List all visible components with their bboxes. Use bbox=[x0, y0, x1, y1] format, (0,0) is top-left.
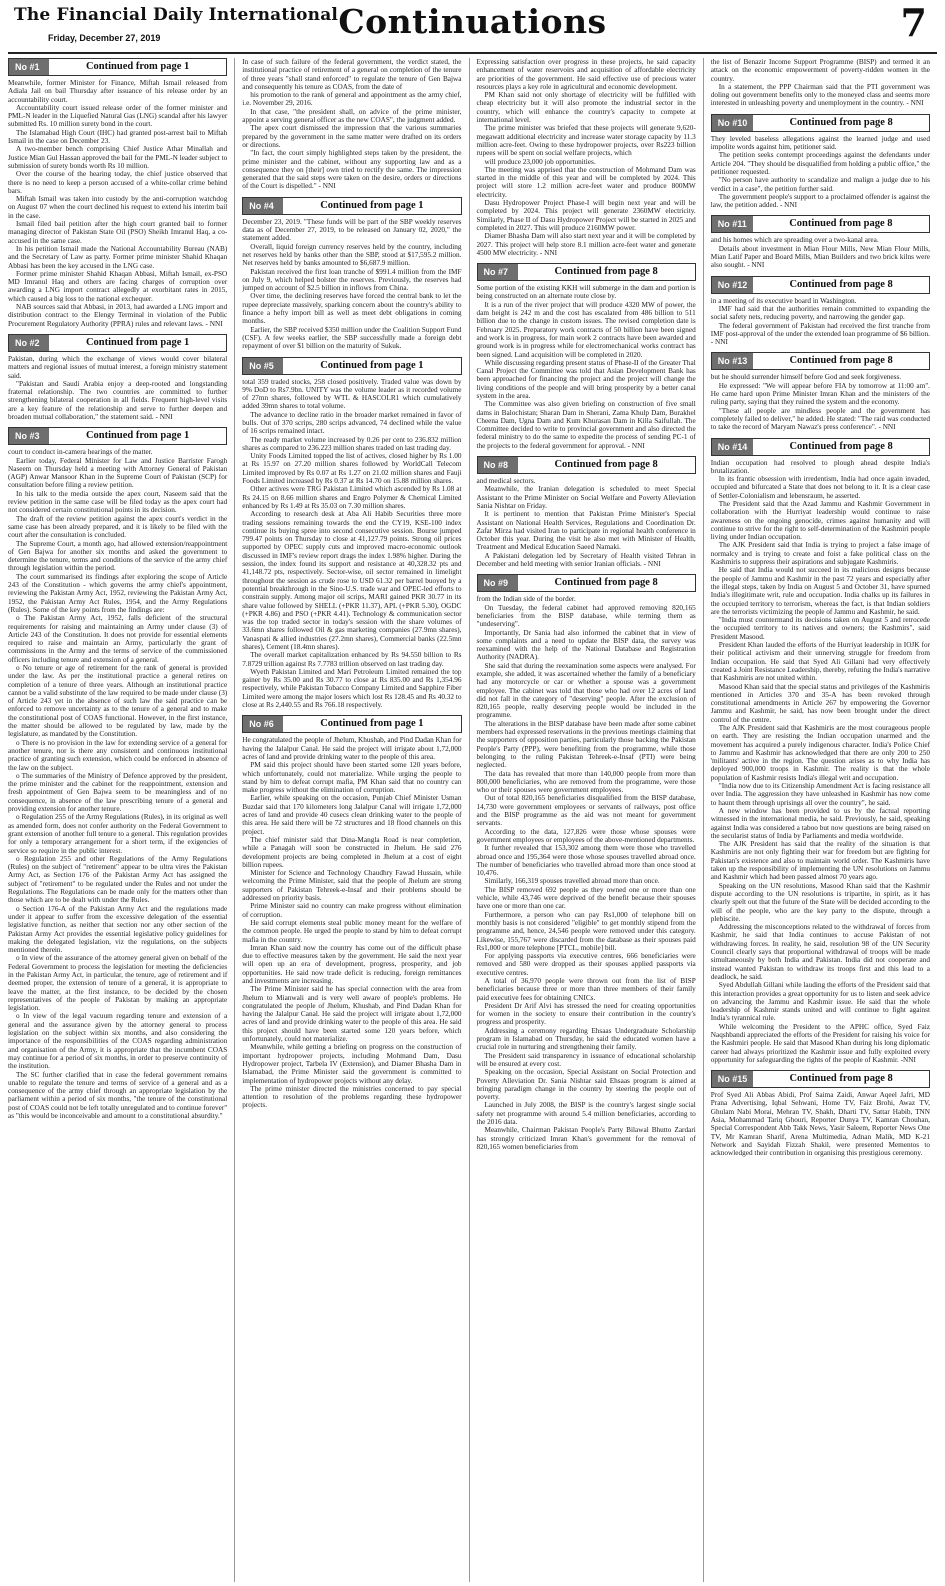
paragraph: Dasu Hydropower Project Phase-I will begin next year and will be completed by 2024. This project will generate 2360MW electricity. Similarly, Phase II of Dasu Hydropower Project will be started in 2025 and completed in 2027. This will produce 2160MW power. bbox=[476, 199, 696, 232]
paragraph: Earlier, the SBP received $350 million under the Coalition Support Fund (CSF). A few weeks earlier, the SBP successfully made a foreign debt repayment of over $1 billion on the maturity of Sukuk. bbox=[242, 325, 462, 351]
paragraph: Diamer Bhasha Dam will also start next year and it will be completed by 2027. This project will help store 8.1 million acre-feet water and generate 4500 MW electricity. - NNI bbox=[476, 232, 696, 257]
paragraph: o Section 176-A of the Pakistan Army Act and the regulations made under it appear to suffer from the excessive delegation of the essential legislative function, as neither that section nor any other section of the Pakistan Army Act provides the essential legislative policy guidelines for making the delegated legislation, viz the regulations, on the subjects mentioned therein. bbox=[8, 904, 228, 955]
story bbox=[477, 58, 696, 257]
continued-label: Continued from page 8 bbox=[554, 459, 658, 471]
paragraph: While discussing regarding present status of Phase-II of the Greater Thal Canal Project the Committee was told that Asian Development Bank has been approached for financing the project and the project will change the living conditions of the people and will bring prosperity by a better canal system in the area. bbox=[476, 358, 696, 400]
paragraph: Overall, liquid foreign currency reserves held by the country, including net reserves held by banks other than the SBP, stood at $17,595.2 million. Net reserves held by banks amounted to $6,687.9 million. bbox=[242, 242, 462, 268]
paragraph: Minister for Science and Technology Chaudhry Fawad Hussain, while welcoming the Prime Minister, said that the people of Jhelum are strong supporters of Pakistan Tehreek-e-Insaf and their problems should be addressed on priority basis. bbox=[242, 869, 462, 903]
story bbox=[242, 715, 461, 1109]
paragraph: The Prime Minister said he has special connection with the area from Jhelum to Mianwali and is very well aware of people's problems. He congratulated the people of Jhelum, Khushab, and Pind Dadan Khan for having the Jalalpur Canal. He said the project will irrigate about 1,72,000 acres of land and provide drinking water to the people of this area. He said this project should have been started some 120 years before, which unfortunately, could not materialize. bbox=[242, 985, 462, 1044]
paragraph: o The Pakistan Army Act, 1952, falls deficient of the structural requirements for raising and maintaining an Army under clause (3) of Article 243 of the Constitution. It does not provide for essential elements required to raise and maintain an Army, particularly the grant of commissions in the Army and the terms of service of the commissioned officers including tenure and extension of a general. bbox=[8, 614, 228, 664]
paragraph: The alterations in the BISP database have been made after some cabinet members had expressed reservations in the previous meetings claiming that the supporters of opposition parties, particularly those backing the Pakistan People's Party (PPP), were benefiting from the programme, while those belonging to the ruling Pakistan Tehreek-e-Insaf (PTI) were being neglected. bbox=[476, 719, 696, 770]
paragraph: They leveled baseless allegations against the learned judge and used impolite words against him, petitioner said. bbox=[710, 134, 930, 152]
paragraph: The President said that the Azad Jammu and Kashmir Government in collaboration with the Hurriyat leadership would continue to raise awareness on the ongoing genocide, crimes against humanity and will continue to strive for the right to self-determination of the Kashmiri people living under Indian occupation. bbox=[710, 499, 930, 542]
story-number: No #4 bbox=[243, 198, 283, 214]
paragraph: Other actives were TRG Pakistan Limited which ascended by Rs 1.08 at Rs 24.15 on 8.66 million shares and Engro Polymer & Chemical Limited enhanced by Rs 1.49 at Rs 35.03 on 7.30 million shares. bbox=[242, 485, 462, 510]
paragraph: Masood Khan said that the special status and privileges of the Kashmiris mentioned in Articles 370 and 35-A has been revoked through constitutional amendments in Article 267 by empowering the Governor Jammu and Kashmir, he said, has now been brought under the direct control of the centre. bbox=[710, 682, 930, 724]
continued-label: Continued from page 8 bbox=[554, 577, 658, 589]
paragraph: The Supreme Court, a month ago, had allowed extension/reappointment of Gen Bajwa for another six months and asked the government to determine the tenure, terms and conditions of the service of the army chief through legislation within the period. bbox=[8, 539, 228, 573]
paragraph: The court summarised its findings after exploring the scope of Article 243 of the Constitution - which governs the army chief's appointment, reviewing the Pakistan Army Act, 1952, reviewing the Pakistan Army Act, 1952, the Pakistan Army Act Rules, 1954, and the Army Regulations (Rules). Some of the key points from the findings are: bbox=[8, 572, 228, 614]
paragraph: The federal government of Pakistan had received the first tranche from IMF post-approval of the under the extended loan programme of $6 billion. - NNI bbox=[710, 321, 930, 347]
paragraph: PM Khan said not only shortage of electricity will be fulfilled with cheap electricity but it will also promote the industrial sector in the country, which will enhance the country's capacity to compete at international level. bbox=[476, 91, 696, 125]
paragraph: For applying passports via executive centres, 666 beneficiaries were removed and 580 were dropped as their spouses applied passports via executive centres. bbox=[476, 952, 696, 977]
continued-label: Continued from page 8 bbox=[789, 440, 893, 452]
continued-label: Continued from page 1 bbox=[320, 718, 424, 730]
story-number: No #10 bbox=[712, 115, 754, 131]
paragraph: but he should surrender himself before God and seek forgiveness. bbox=[710, 373, 902, 382]
paragraph: The Islamabad High Court (IHC) had granted post-arrest bail to Miftah Ismail in the case on December 23. bbox=[8, 128, 228, 146]
story bbox=[8, 58, 227, 328]
story-number: No #6 bbox=[243, 716, 283, 732]
paragraph: o There is no provision in the law for extending service of a general for another tenure, nor is there any consistent and continuous institutional practice of granting such extension, which could be enforced in absence of the law on the subject. bbox=[8, 738, 228, 772]
paragraph: In a statement, the PPP Chairman said that the PTI government was doling out government benefits only to the moneyed class and seems more interested in unleashing poverty and unemployment in the country. - NNI bbox=[710, 82, 930, 108]
paragraph: In his talk to the media outside the apex court, Naseem said that the review petition in the same case will be filed today as the apex court had not considered certain constitutional points in its decision. bbox=[8, 489, 228, 515]
paragraph: In that case, "the president shall, on advice of the prime minister, appoint a serving general officer as the new COAS", the judgment added. bbox=[242, 107, 462, 125]
story-number: No #2 bbox=[9, 335, 49, 351]
story-header bbox=[711, 438, 930, 456]
paragraph: Earlier, while speaking on the occasion, Punjab Chief Minister Usman Buzdar said that 170 kilometers long Jalalpur Canal will irrigate 1,72,000 acres of land and provide 40 cusecs clean drinking water to the people of this area. He said there will be 72 structures and 18 flood channels on this project. bbox=[242, 794, 462, 836]
story-number: No #3 bbox=[9, 428, 49, 444]
paragraph: Prime Minister said no country can make progress without elimination of corruption. bbox=[242, 902, 462, 919]
paragraph: Meanwhile, Chairman Pakistan People's Party Bilawal Bhutto Zardari has strongly criticized Imran Khan's government for the removal of 820,165 women beneficiaries from bbox=[476, 1126, 696, 1151]
paragraph: She said that during the reexamination some aspects were analysed. For example, she added, it was ascertained whether the family of a beneficiary had any motorcycle or car or whether a spouse was a government employee. The cabinet was told that those who had over 12 acres of land did not fall in the category of "deserving" people. After the exclusion of 820,165 people, really deserving people would be included in the programme. bbox=[476, 661, 696, 720]
continued-label: Continued from page 8 bbox=[789, 355, 893, 367]
story-header bbox=[8, 334, 227, 352]
paragraph: It is a run of the river project that will produce 4320 MW of power, the dam height is 242 m and the cost has escalated from 486 billion to 511 billion due to the change in custom issues. The revised completion date is February 2025. Preparatory work contracts of 50 billion have been signed and work is in progress, for main work 2 contracts have been awarded and ground work is in progress while for electromechanical works contract has been signed. Land acquisition will be completed in 2020. bbox=[476, 300, 696, 359]
story-number: No #11 bbox=[712, 216, 753, 232]
story bbox=[242, 197, 461, 351]
paragraph: "In fact, the court simply highlighted steps taken by the president, the prime minister and the cabinet, without any supporting law and as a consequence they on [their] own tried to rectify the same. The impression generated that the said steps were taken on the desire, orders or directions of the Court is dispelled." - NNI bbox=[242, 149, 462, 191]
paragraph: Speaking on the occasion, Special Assistant on Social Protection and Poverty Alleviation Dr. Sania Nishtar said Ehsaas program is aimed at bringing paradigm change in the country by steering the people out of poverty. bbox=[476, 1068, 696, 1102]
story-header bbox=[477, 456, 696, 474]
paragraph: court to conduct in-camera hearings of the matter. bbox=[8, 448, 153, 457]
story bbox=[242, 58, 461, 191]
paragraph: The government people's support to a proclaimed offender is against the law, the petition added. - NNI bbox=[710, 192, 930, 210]
paragraph: Expressing satisfaction over progress in these projects, he said capacity enhancement of water reservoirs and acquisition of affordable electricity are priorities of the government. He said effective use of precious water resources plays a key role in agricultural and economic development. bbox=[476, 58, 696, 91]
story-number: No #15 bbox=[712, 1071, 754, 1087]
paragraph: Importantly, Dr Sania had also informed the cabinet that in view of some complaints and a need to update the BISP data, the survey was reexamined with the help of the National Database and Registration Authority (NADRA). bbox=[476, 628, 696, 662]
paragraph: "India now due to its Citizenship Amendment Act is facing resistance all over India. The aggression they have unleashed in Kashmir has now come to haunt them through uprisings all over the country", he said. bbox=[710, 782, 930, 807]
paragraph: Furthermore, a person who can pay Rs1,000 of telephone bill on monthly basis is not considered "eligible" to get monthly stipend from the programme and, hence, 24,546 people were removed under this category. Likewise, 155,767 were discarded from the database as their spouses paid Rs1,000 or more telephone [PTCL, mobile] bill. bbox=[476, 910, 696, 952]
story-number: No #12 bbox=[712, 277, 754, 293]
story-header bbox=[8, 427, 227, 445]
paragraph: Speaking on the UN resolutions, Masood Khan said that the Kashmir dispute according to the UN resolutions is tripartite, in spirit, as it has clearly spelt out that the future of the State will be decided according to the will of the people, who are the key party to the dispute, through a plebiscite. bbox=[710, 881, 930, 923]
continued-label: Continued from page 1 bbox=[320, 359, 424, 371]
story-number: No #1 bbox=[9, 59, 49, 75]
continued-label: Continued from page 1 bbox=[320, 199, 424, 211]
paragraph: Some portion of the existing KKH will submerge in the dam and portion is being constructed on an alternate route close by. bbox=[476, 284, 696, 301]
column-4 bbox=[704, 58, 937, 1582]
paragraph: The meeting was apprised that the construction of Mohmand Dam was started in the middle of this year and will be completed by 2024. This project will store 1.2 million acre-feet water and produce 800MW electricity. bbox=[476, 165, 696, 199]
paragraph: December 23, 2019. "These funds will be part of the SBP weekly reserves data as of December 27, 2019, to be released on January 02, 2020," the statement added. bbox=[242, 217, 462, 243]
continued-label: Continued from page 1 bbox=[85, 61, 190, 72]
continued-label: Continued from page 8 bbox=[789, 278, 893, 290]
paragraph: "These all people are mindless people and the government has completely failed to deliver," he added. He stated: "The raid was conducted to take the record of Maryam Nawaz's press conference". - NNI bbox=[710, 406, 930, 432]
paragraph: The draft of the review petition against the apex court's verdict in the same case has been already prepared, and it is likely to be filed with the court after the consultation is concluded. bbox=[8, 514, 228, 540]
story bbox=[242, 357, 461, 710]
story bbox=[711, 276, 930, 347]
paragraph: According to research desk at Aba Ali Habib Securities three more trading sessions remaining towards the end the CY19, KSE-100 index continue its buying spree into second consecutive session. Bourse jumped 799.47 points on Thursday to close at 41,127.79 points. Strong oil prices supported by OPEC supply cuts and improved macro-economic outlook discussed in IMF's review report drags the index 1.98% higher. During the session, the index found its support and resistance at 40,328.32 pts and 41,148.72 pts, respectively. Sector-wise, oil sector remained in limelight throughout the session as crude rose to USD 61.32 per barrel buoyed by a potential breakthrough in the Sino-U.S. trade war and OPEC-led efforts to constrain supply. Among major oil scrips, MARI gained PKR 30.77 in its share value followed by SHELL (+PKR 11.37), APL (+PKR 5.30), OGDC (+PKR 4.86) and PSO (+PKR 4.41). Technology & communication sector was the top traded sector in today's session with the share volumes of 33.6mn shares followed Oil & gas marketing companies (27.9mn shares), Vanaspati & allied industries (27.2mn shares), Commercial banks (22.5mn shares), Cement (18.4mn shares). bbox=[242, 510, 462, 651]
paragraph: IMF had said that the authorities remain committed to expanding the social safety nets, reducing poverty, and narrowing the gender gap. bbox=[710, 304, 930, 322]
paragraph: The advance to decline ratio in the broader market remained in favor of bulls. Out of 370 scrips, 280 scrips advanced, 74 declined while the value of 16 scrips remained intact. bbox=[242, 410, 462, 436]
paragraph: Syed Abdullah Gillani while lauding the efforts of the President said that this interaction provides a great opportunity for us to listen and seek advice on advancing the Jammu and Kashmir issue. He said that the whole leadership of Kashmir stands united and will continue to fight against India's tyrannical rule. bbox=[710, 981, 930, 1023]
story bbox=[8, 334, 227, 421]
paragraph: In its frantic obsession with irredentism, India had once again invaded, occupied and bifurcated a State that does not belong to it. It is a clear case of Settler-Colonialism and lebensraum, he asserted. bbox=[710, 475, 930, 500]
story-header bbox=[711, 114, 930, 132]
paragraph: total 359 traded stocks, 258 closed positively. Traded value was down by 9% DoD to Rs7.9bn. UNITY was the volume leader as it recorded volume of 27mn shares, followed by WTL & HASCOLR1 which cumulatively added 39mn shares to total volume. bbox=[242, 377, 462, 411]
story bbox=[711, 215, 930, 269]
story-header bbox=[8, 58, 227, 76]
paragraph: and medical sectors. bbox=[476, 477, 536, 486]
paragraph: He said corrupt elements steal public money meant for the welfare of the common people. He urged the people to stand by him to defeat corrupt mafia in the country. bbox=[242, 918, 462, 944]
continued-label: Continued from page 1 bbox=[85, 336, 190, 348]
paragraph: Indian occupation had resolved to plough ahead despite India's brutalization. bbox=[710, 458, 930, 475]
paragraph: President Khan lauded the efforts of the Hurriyat leadership in IOJK for their political activism and their unnerving struggle for freedom from Indian occupation. He said that Syed Ali Gillani had very effectively created a Joint Resistance Leadership, thereby, refuting the India's narrative that Kashmiris are not united within. bbox=[710, 641, 931, 683]
paragraph: Prof Syed Ali Abbas Abidi, Prof Saima Zaidi, Anwar Aqeel Jafri, MD Prana Advertising, Iqbal Sehwani, Home TV, Faiz Brohi, Awaz TV, Ghulam Nabi Morai, Mehran TV, Shakh, Dharti TV, Sattar Habib, TNN Asia, Mohammad Tariq Ghouri, Reporter Dunya TV, Kamran Chouhan, Special Correspondent Abb Takk News, Yasir Saleem, Reporter News One TV, Mr Kamran Sharif, Arena Multimedia, Adnan Malik, MD K-21 Network and Sayidah Fizzah Shakil, were presented Mementos to acknowledged their contribution in organising this prestigious ceremony. bbox=[710, 1091, 930, 1158]
paragraph: Unity Foods Limited topped the list of actives, closed higher by Rs 1.00 at Rs 15.97 on 27.20 million shares followed by WorldCall Telecom Limited improved by Rs 0.07 at Rs 1.27 on 21.02 million shares and Fauji Foods Limited increased by Rs 0.37 at Rs 14.70 on 15.88 million shares. bbox=[242, 452, 462, 486]
issue-date: Friday, December 27, 2019 bbox=[48, 33, 161, 43]
story-number: No #9 bbox=[478, 575, 518, 591]
paragraph: Ismail filed bail petition after the high court granted bail to former managing director of Pakistan State Oil (PSO) Sheikh Imranul Haq, a co-accused in the same case. bbox=[8, 220, 228, 245]
story bbox=[477, 263, 696, 450]
paragraph: The prime minister directed the ministries concerned to pay special attention to resolution of the problems regarding these hydropower projects. bbox=[242, 1084, 462, 1110]
paragraph: Launched in July 2008, the BISP is the country's largest single social safety net programme with around 5.4 million beneficiaries, according to the 2016 data. bbox=[476, 1101, 696, 1127]
paragraph: Meanwhile, the Iranian delegation is scheduled to meet Special Assistant to the Prime Minister on Social Welfare and Poverty Alleviation Sania Nishtar on Friday. bbox=[476, 485, 696, 510]
paragraph: Meanwhile, while getting a briefing on progress on the construction of important hydropower projects, including Mohmand Dam, Dasu Hydropower project, Tarbela IV (Extension), and Diamer Bhasha Dam in Islamabad, the Prime Minister said the government is committed to implementation of hydropower projects without any delay. bbox=[242, 1043, 462, 1085]
story-header bbox=[242, 197, 461, 215]
paragraph: Out of total 820,165 beneficiaries disqualified from the BISP database, 14,730 were government employees or servants of railways, post office and the BISP programme as the aid was not meant for government servants. bbox=[476, 794, 696, 828]
continued-label: Continued from page 8 bbox=[789, 1073, 893, 1085]
paragraph: will produce 23,000 job opportunities. bbox=[484, 157, 596, 166]
paragraph: the list of Benazir Income Support Programme (BISP) and termed it an attack on the economic empowerment of poverty-ridden women in the country. bbox=[710, 58, 930, 83]
paragraph: A Pakistani delegation led by Secretary of Health visited Tehran in December and held meeting with senior Iranian officials. - NNI bbox=[476, 551, 696, 569]
story-header bbox=[242, 357, 461, 375]
paragraph: The Committee was also given briefing on construction of five small dams in Balochistan; Sharan Dam in Sherani, Zama Khulp Dam, Burakhel Cheena Dam, Ugna Dam and Kum Khurasan Dam in Killa Saifullah. The Committee decided to write to provincial government and also directed the federal ministry to do the same to expedite the process of sending PC-1 of the projects to the federal government for approval. - NNI bbox=[476, 400, 696, 450]
paragraph: Details about investment in Mian Flour Mills, New Mian Flour Mills, Mian Latif Paper and Board Mills, Mian Builders and two brick kilns were also sought. - NNI bbox=[710, 244, 930, 270]
page-number: 7 bbox=[900, 0, 927, 45]
paragraph: The SC further clarified that in case the federal government remains unable to regulate the tenure and terms of service of a general and as a consequence of the army chief through an appropriate legislation by the parliament within a period of six months, "the tenure of the constitutional post of COAS could not be left totally unregulated and to continue forever" as "this would be inconceivable and amount to a constitutional absurdity." bbox=[8, 1070, 228, 1121]
paragraph: The ready market volume increased by 0.26 per cent to 236.832 million shares as compared to 236.223 million shares traded on last trading day. bbox=[242, 435, 462, 452]
paragraph: Pakistan, during which the exchange of views would cover bilateral matters and regional issues of mutual interest, a foreign ministry statement said. bbox=[8, 354, 228, 380]
story-header bbox=[242, 715, 461, 733]
paragraph: The AJK President said that India is trying to project a false image of normalcy and is trying to create and foist a fake political class on the Kashmiris to suppress their aspirations and subjugate Kashmiris. bbox=[710, 541, 930, 567]
paragraph: Similarly, 166,319 spouses travelled abroad more than once. bbox=[484, 877, 660, 886]
paragraph: o In view of the legal vacuum regarding tenure and extension of a general and the assurance given by the attorney general to process legislation on the subject within six months, and also considering the importance of the responsibilities of the COAS regarding administration and organisation of the Army, it is appropriate that the incumbent COAS may continue for a period of six months, in order to preserve continuity of the institution. bbox=[8, 1012, 228, 1071]
section-title: Continuations bbox=[338, 2, 607, 41]
paragraph: It further revealed that 153,302 among them were those who travelled abroad once and 195,364 were those whose spouses travelled abroad once. The number of beneficiaries who travelled abroad more than once stood at 10,476. bbox=[476, 844, 696, 878]
story bbox=[8, 427, 227, 1120]
story-header bbox=[711, 1070, 930, 1088]
paragraph: In his petition Ismail made the National Accountability Bureau (NAB) and the Secretary of Law as party. Former prime minister Shahid Khaqan Abbasi has been the key accused in the LNG case. bbox=[8, 244, 228, 270]
paragraph: The President said transparency in issuance of educational scholarship will be ensured at every cost. bbox=[476, 1051, 696, 1068]
paragraph: He congratulated the people of Jhelum, Khushab, and Pind Dadan Khan for having the Jalalpur Canal. He said the project will irrigate about 1,72,000 acres of land and provide drinking water to the people of this area. bbox=[242, 736, 462, 761]
paragraph: According to the data, 127,826 were those whose spouses were government employees or employees of the above-mentioned departments. bbox=[476, 827, 696, 844]
paragraph: On Tuesday, the federal cabinet had approved removing 820,165 beneficiaries from the BISP database, while terming them as "undeserving". bbox=[476, 603, 696, 629]
paragraph: in a meeting of its executive board in Washington. bbox=[710, 296, 857, 305]
paragraph: "India must countermand its decisions taken on August 5 and retrocede the occupied territory to its natives and owners; the Kashmirs", said President Masood. bbox=[710, 616, 930, 641]
paragraph: Miftah Ismail was taken into custody by the anti-corruption watchdog on August 07 when the court declined his request to extend his interim bail in the case. bbox=[8, 195, 228, 220]
paragraph: The chief minister said that Dina-Mangla Road is near completion, while a Panagah will soon be constructed in Jhelum. He said 276 development projects are being completed in Jhelum at a cost of eight billion rupees. bbox=[242, 835, 462, 869]
paragraph: It is pertinent to mention that Pakistan Prime Minister's Special Assistant on National Health Services, Regulations and Coordination Dr. Zafar Mirza had visited Iran to participate in regional health conference in October this year. During the visit he also met with Minister of Health, Treatment and Medical Education Saeed Namaki. bbox=[476, 510, 696, 552]
continued-label: Continued from page 8 bbox=[789, 218, 893, 230]
paragraph: The overall market capitalization enhanced by Rs 94.550 billion to Rs 7.8729 trillion against Rs 7.7783 trillion observed on last trading day. bbox=[242, 651, 462, 668]
paragraph: Meanwhile, former Minister for Finance, Miftah Ismail released from Adiala Jail on bail Thursday after issuance of his release order by an accountability court. bbox=[8, 79, 228, 104]
story-header bbox=[711, 352, 930, 370]
paragraph: his promotion to the rank of general and appointment as the army chief, i.e. November 29, 2016. bbox=[242, 91, 462, 108]
continued-label: Continued from page 8 bbox=[554, 266, 658, 278]
column-2 bbox=[235, 58, 469, 1582]
paragraph: and his homes which are spreading over a two-kanal area. bbox=[710, 236, 879, 245]
story-header bbox=[477, 263, 696, 281]
paragraph: o Regulation 255 and other Regulations of the Army Regulations (Rules) on the subject of "retirement" appear to be ultra vires the Pakistan Army Act, as Section 176 of the Pakistan Army Act has assigned the subject of "retirement" to be regulated under the Rules and not under the Regulations. The Regulations can be made only for the matters other than those which are to be dealt with under the Rules. bbox=[8, 854, 228, 905]
paragraph: The apex court dismissed the impression that the various summaries prepared by the government in the same matter were drafted on its orders or directions. bbox=[242, 124, 462, 149]
paragraph: Imran Khan said now the country has come out of the difficult phase due to effective measures taken by the government. He said the next year will open up an era of development, progress, prosperity, and job opportunities. He said now trade deficit is reducing, foreign remittances and investments are increasing. bbox=[242, 943, 462, 985]
paragraph: Pakistan received the first loan tranche of $991.4 million from the IMF on July 9, which helped bolster the reserves. Previously, the reserves had jumped on account of $2.5 billion in inflows from China. bbox=[242, 267, 462, 293]
story-number: No #8 bbox=[478, 457, 518, 473]
paragraph: o The summaries of the Ministry of Defence approved by the president, the prime minister and the cabinet for the reappointment, extension and fresh appointment of Gen Bajwa seem to be meaningless and of no consequence, in absence of the law prescribing tenure of a general and providing extension for another tenure. bbox=[8, 771, 228, 814]
story bbox=[711, 114, 930, 210]
article-columns bbox=[8, 58, 937, 1582]
column-1 bbox=[8, 58, 235, 1582]
paragraph: The data has revealed that more than 140,000 people from more than 800,000 beneficiaries, who are removed from the programme, were those who or their spouses were government employees. bbox=[476, 769, 696, 795]
paragraph: Addressing a ceremony regarding Ehsaas Undergraduate Scholarship program in Islamabad on Thursday, he said the educated women have a crucial role in nurturing and strengthening their family. bbox=[476, 1026, 696, 1052]
story-header bbox=[711, 276, 930, 294]
paragraph: President Dr Arif Alvi has stressed the need for creating opportunities for women in the society to ensure their contribution in the country's progress and prosperity. bbox=[476, 1001, 696, 1027]
paragraph: o Regulation 255 of the Army Regulations (Rules), in its original as well as amended form, does not confer authority on the Federal Government to grant extension of another full tenure to a general. This regulation provides for only a temporary arrangement for a short term, if the exigencies of service so require in the public interest. bbox=[8, 813, 228, 855]
paragraph: o In view of the assurance of the attorney general given on behalf of the Federal Government to process the legislation for meeting the deficiencies in the Pakistan Army Act, in particular, the tenure, age of retirement and if deemed proper, the extension of tenure of a general, it is appropriate to leave the matter, at the first instance, to be decided by the chosen representatives of the people of Pakistan by making an appropriate legislation. bbox=[8, 954, 228, 1013]
paragraph: While welcoming the President to the APHC office, Syed Faiz Naqshbandi appreciated the efforts of the President for raising his voice for the Kashmiri people. He said that Masood Khan during his long diplomatic career had always prioritized the Kashmir issue and fully exploited every opportunity for safeguarding the rights of the people of Kashmir. -NNI bbox=[710, 1022, 930, 1064]
story bbox=[711, 438, 930, 1065]
paragraph: o No tenure or age of retirement for the rank of general is provided under the law. As per the institutional practice a general retires on completion of a tenure of three years. Although an institutional practice cannot be a valid substitute of the law required to be made under clause (3) of Article 243 yet in the absence of such law the said practice can be enforced to remove uncertainty as to the tenure of a general and to make the constitutional post of COAS functional. However, in the first instance, the matter should be allowed to be regulated by law, made by the legislature, as mandated by the Constitution. bbox=[8, 664, 228, 739]
paragraph: In case of such failure of the federal government, the verdict stated, the institutional practice of retirement of a general on completion of the tenure of three years "shall stand enforced" to regulate the tenure of Gen Bajwa and consequently his tenure as COAS, from the date of bbox=[242, 58, 462, 91]
story bbox=[477, 574, 696, 1151]
paragraph: Over time, the declining reserves have forced the central bank to let the rupee depreciate massively, sparking concern about the country's ability to finance a hefty import bill as well as meet debt obligations in coming months. bbox=[242, 292, 462, 326]
paragraph: Over the course of the hearing today, the chief justice observed that there is no need to keep a person accused of a white-collar crime behind bars. bbox=[8, 170, 228, 195]
paragraph: The prime minister was briefed that these projects will generate 9,620-megawatt additional electricity and increase water storage capacity by 11.3 million acre-feet. Owing to these hydropower projects, over Rs223 billion rupees will be spent on social welfare projects, which bbox=[476, 124, 696, 158]
story bbox=[711, 1070, 930, 1157]
paragraph: The petition seeks contempt proceedings against the defendants under Article 204. "They should be disqualified from holding a public office," the petitioner requested. bbox=[710, 151, 930, 176]
continued-label: Continued from page 8 bbox=[789, 116, 893, 128]
paragraph: The BISP removed 692 people as they owned one or more than one vehicle, while 43,746 were deprived of the benefit because their spouses have one or more than one car. bbox=[476, 885, 696, 911]
story bbox=[711, 58, 930, 108]
paragraph: A total of 36,970 people were thrown out from the list of BISP beneficiaries because three or more than three members of their family paid executive fees for obtaining CNICs. bbox=[476, 976, 696, 1002]
story-number: No #14 bbox=[712, 439, 754, 455]
paragraph: Addressing the misconceptions related to the withdrawal of forces from Kashmir, he said that India continues to accuse Pakistan of not withdrawing forces. In reality, he said, resolution 98 of the UN Security Council clearly says that proportional withdrawal of troops will be made simultaneously by both India and Pakistan. India did not cooperate and instead wanted Pakistan to withdraw its troops first and this lead to a deadlock, he said. bbox=[710, 923, 930, 981]
paragraph: The AJK President said that Kashmiris are the most courageous people on earth. They are resisting the Indian occupation unarmed and the movement has acquired a purely indigenous character. India's Police Chief to Jammu and Kashmir has acknowledged that there are only 200 to 250 'militants' active in the region. The question arises as to why India has deployed 900,000 troops in Kashmir. The reality is that the whole population of Kashmir resists India's illegal writ and occupation. bbox=[710, 724, 930, 782]
story-header bbox=[711, 215, 930, 233]
paragraph: Accountability court issued release order of the former minister and PML-N leader in the Liquefied Natural Gas (LNG) scandal after his lawyer submitted Rs. 10 million surety bond in the court. bbox=[8, 103, 228, 129]
paragraph: A new window has been provided to us by the factual reporting witnessed in the international media, he said. Previously, he said, speaking against India was considered a taboo but now questions are being raised on the secularist status of India by Parliaments and media worldwide. bbox=[710, 806, 930, 840]
paragraph: The AJK President has said that the reality of the situation is that Kashmiris are not only fighting their war for freedom but are fighting for Pakistan's existence and also to maintain world order. The Kashmiris have taken up the responsibility of implementing the UN resolutions on Jammu and Kashmir which had been passed almost 70 years ago. bbox=[710, 840, 930, 882]
story bbox=[477, 456, 696, 568]
paragraph: He said that India would not succeed in its malicious designs because the people of Jammu and Kashmir in the past 72 years and especially after the illegal steps, taken by India on August 5 and October 31, have spurned India's illegitimate writ, rule and occupation. India chalks up its failures in the occupied territory to terrorism, whereas the fact, is that Indian soldiers are the terrorists victimizing the people of Jammu and Kashmir, he said. bbox=[710, 566, 930, 616]
story-number: No #13 bbox=[712, 353, 754, 369]
paragraph: from the Indian side of the border. bbox=[476, 595, 576, 604]
paragraph: PM said this project should have been started some 120 years before, which unfortunately, could not materialize. While urging the people to stand by him to defeat corrupt mafia, PM Khan said that no country can make progress without the elimination of corruption. bbox=[242, 761, 462, 795]
paragraph: He expressed: "We will appear before FIA by tomorrow at 11:00 am". He came hard upon Prime Minister Imran Khan and the ministers of the ruling party, saying that they ruined the system and the economy. bbox=[710, 381, 930, 407]
paragraph: "Pakistan and Saudi Arabia enjoy a deep-rooted and longstanding fraternal relationship. The two countries are committed to further strengthening bilateral cooperation in all fields. Frequent high-level visits are a key feature of the relationship and serve to further deepen and broaden mutual collaboration," the statement said. - NNI bbox=[8, 379, 228, 421]
story-number: No #5 bbox=[243, 358, 283, 374]
paragraph: NAB sources said that Abbasi, in 2013, had awarded a LNG import and distribution contract to the Elengy Terminal in violation of the Public Procurement Regulatory Authority (PPRA) rules and relevant laws. - NNI bbox=[8, 303, 228, 328]
paragraph: "No person have authority to scandalize and malign a judge due to his verdict in a case", the petition further said. bbox=[710, 176, 930, 193]
column-3 bbox=[470, 58, 704, 1582]
story-number: No #7 bbox=[478, 264, 518, 280]
masthead bbox=[8, 0, 937, 54]
paragraph: Former prime minister Shahid Khaqan Abbasi, Miftah Ismail, ex-PSO MD Imranul Haq and others are facing charges of corruption over awarding a LNG import contract allegedly at exorbitant rates in 2015, which caused a big loss to the national exchequer. bbox=[8, 269, 228, 303]
story-header bbox=[477, 574, 696, 592]
paper-name: The Financial Daily International bbox=[14, 5, 339, 25]
story bbox=[711, 352, 930, 431]
paragraph: Earlier today, Federal Minister for Law and Justice Barrister Farogh Naseem on Thursday held a meeting with Attorney General of Pakistan (AGP) Anwar Mansoor Khan in the Supreme Court of Pakistan (SCP) for consultation before filing a review petition. bbox=[8, 456, 228, 490]
paragraph: A two-member bench comprising Chief Justice Athar Minallah and Justice Mian Gul Hassan approved the bail for the PML-N leader subject to submission of surety bonds worth Rs 10 million. bbox=[8, 145, 228, 170]
continued-label: Continued from page 1 bbox=[85, 430, 190, 442]
paragraph: Wyeth Pakistan Limited and Mari Petroleum Limited remained the top gainer by Rs 35.00 and Rs 30.77 to close at Rs 835.00 and Rs 1,354.96 respectively, while Pakistan Tobacco Company Limited and Sapphire Fiber Limited were among the major losers which lost Rs 128.45 and Rs 40.32 to close at Rs 2,440.55 and Rs 766.18 respectively. bbox=[242, 667, 462, 710]
